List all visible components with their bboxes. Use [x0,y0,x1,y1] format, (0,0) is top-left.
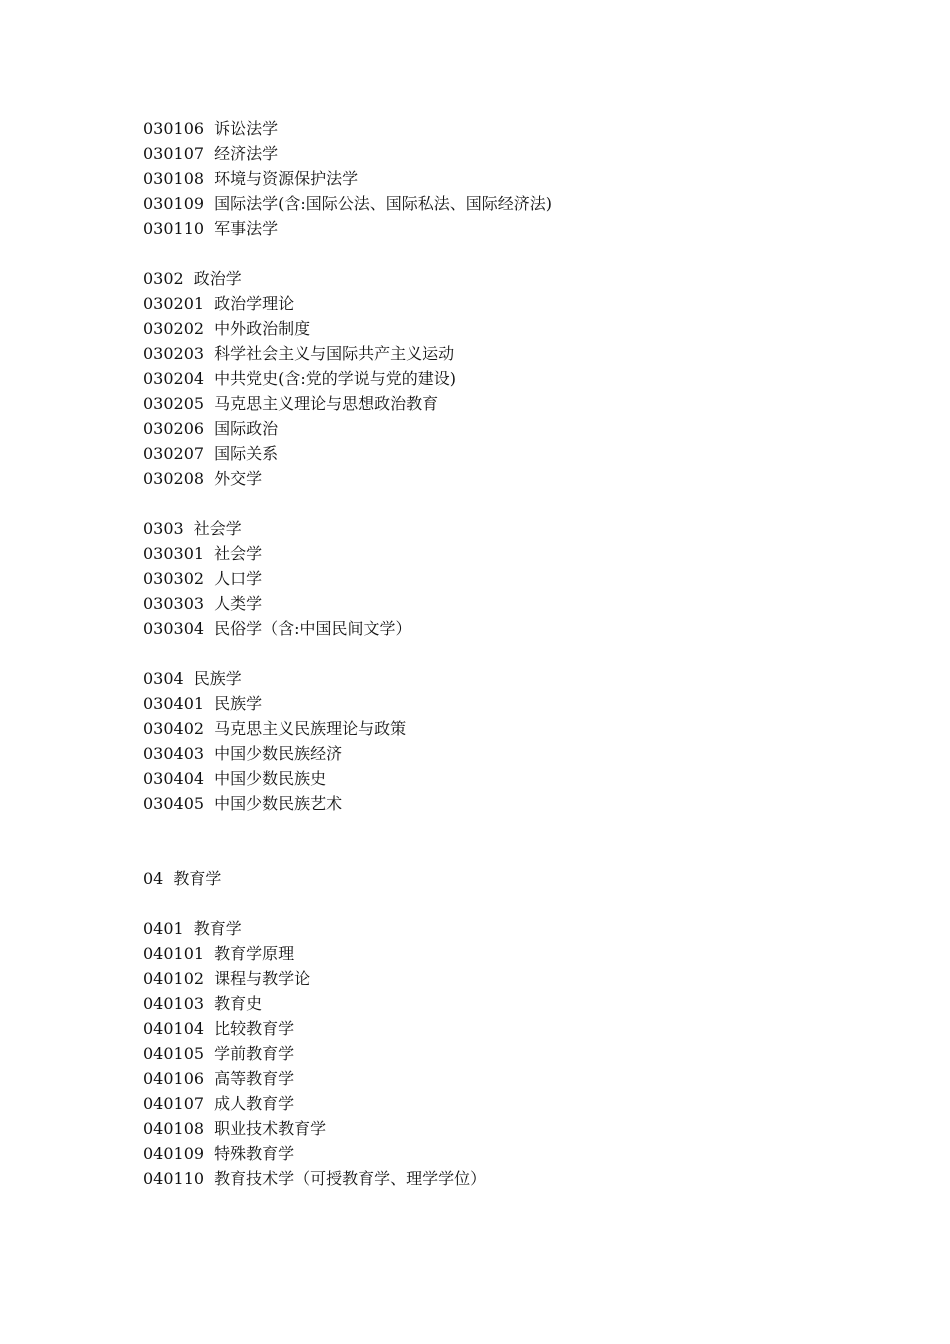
discipline-name: 人口学 [214,569,263,588]
discipline-code: 030110 [143,219,205,238]
discipline-code: 030404 [143,769,205,788]
discipline-code: 030206 [143,419,205,438]
discipline-code: 030203 [143,344,205,363]
discipline-name: 教育学原理 [214,944,295,963]
list-item [143,541,843,566]
discipline-name: 国际法学(含:国际公法、国际私法、国际经济法) [214,194,552,213]
discipline-code: 0401 [143,919,184,938]
discipline-code: 030403 [143,744,205,763]
discipline-code: 030401 [143,694,205,713]
discipline-code: 04 [143,869,164,888]
list-item [143,991,843,1016]
list-item [143,366,843,391]
discipline-name: 民俗学（含:中国民间文学） [214,619,412,638]
discipline-code: 030301 [143,544,205,563]
discipline-name: 国际政治 [214,419,279,438]
list-item [143,341,843,366]
discipline-code: 030107 [143,144,205,163]
discipline-code: 030303 [143,594,205,613]
list-item [143,191,843,216]
discipline-name: 特殊教育学 [214,1144,295,1163]
discipline-list [143,116,843,1191]
spacer [143,491,843,516]
discipline-name: 中外政治制度 [214,319,311,338]
discipline-code: 030201 [143,294,205,313]
discipline-code: 030207 [143,444,205,463]
list-item [143,141,843,166]
discipline-code: 040108 [143,1119,205,1138]
section-heading [143,916,843,941]
discipline-code: 030402 [143,719,205,738]
list-item [143,766,843,791]
list-item [143,166,843,191]
discipline-name: 职业技术教育学 [214,1119,327,1138]
discipline-code: 030109 [143,194,205,213]
discipline-name: 高等教育学 [214,1069,295,1088]
discipline-code: 030205 [143,394,205,413]
list-item [143,316,843,341]
list-item [143,791,843,816]
discipline-code: 040101 [143,944,205,963]
discipline-name: 政治学理论 [214,294,295,313]
discipline-name: 中国少数民族经济 [214,744,343,763]
discipline-name: 比较教育学 [214,1019,295,1038]
category-heading [143,866,843,891]
discipline-name: 国际关系 [214,444,279,463]
discipline-name: 社会学 [193,519,242,538]
list-item [143,566,843,591]
list-item [143,716,843,741]
discipline-name: 教育学 [173,869,222,888]
discipline-name: 中共党史(含:党的学说与党的建设) [214,369,456,388]
discipline-name: 中国少数民族艺术 [214,794,343,813]
discipline-name: 成人教育学 [214,1094,295,1113]
discipline-name: 科学社会主义与国际共产主义运动 [214,344,455,363]
discipline-code: 040109 [143,1144,205,1163]
list-item [143,966,843,991]
list-item [143,391,843,416]
list-item [143,1066,843,1091]
discipline-code: 040105 [143,1044,205,1063]
discipline-name: 环境与资源保护法学 [214,169,359,188]
discipline-name: 课程与教学论 [214,969,311,988]
discipline-code: 040110 [143,1169,205,1188]
list-item [143,441,843,466]
discipline-code: 0303 [143,519,184,538]
section-heading [143,666,843,691]
discipline-name: 经济法学 [214,144,279,163]
list-item [143,1091,843,1116]
discipline-name: 马克思主义民族理论与政策 [214,719,407,738]
list-item [143,1041,843,1066]
spacer [143,891,843,916]
spacer [143,816,843,866]
discipline-name: 学前教育学 [214,1044,295,1063]
discipline-code: 030108 [143,169,205,188]
list-item [143,116,843,141]
discipline-code: 030106 [143,119,205,138]
section-heading [143,266,843,291]
list-item [143,291,843,316]
discipline-code: 040106 [143,1069,205,1088]
discipline-code: 040107 [143,1094,205,1113]
discipline-name: 民族学 [193,669,242,688]
list-item [143,941,843,966]
discipline-code: 030204 [143,369,205,388]
list-item [143,416,843,441]
discipline-name: 中国少数民族史 [214,769,327,788]
section-heading [143,516,843,541]
discipline-code: 030208 [143,469,205,488]
list-item [143,1166,843,1191]
discipline-code: 030302 [143,569,205,588]
list-item [143,1116,843,1141]
discipline-name: 诉讼法学 [214,119,279,138]
discipline-code: 040104 [143,1019,205,1038]
list-item [143,1016,843,1041]
list-item [143,466,843,491]
discipline-code: 040102 [143,969,205,988]
discipline-name: 教育学 [193,919,242,938]
discipline-name: 民族学 [214,694,263,713]
list-item [143,591,843,616]
discipline-name: 教育史 [214,994,263,1013]
spacer [143,241,843,266]
discipline-code: 030202 [143,319,205,338]
list-item [143,741,843,766]
discipline-name: 政治学 [193,269,242,288]
list-item [143,691,843,716]
discipline-name: 教育技术学（可授教育学、理学学位） [214,1169,487,1188]
list-item [143,616,843,641]
discipline-name: 马克思主义理论与思想政治教育 [214,394,439,413]
discipline-name: 外交学 [214,469,263,488]
discipline-name: 人类学 [214,594,263,613]
discipline-name: 社会学 [214,544,263,563]
list-item [143,1141,843,1166]
discipline-code: 040103 [143,994,205,1013]
discipline-code: 030405 [143,794,205,813]
list-item [143,216,843,241]
discipline-code: 0302 [143,269,184,288]
discipline-code: 0304 [143,669,184,688]
spacer [143,641,843,666]
discipline-code: 030304 [143,619,205,638]
discipline-name: 军事法学 [214,219,279,238]
